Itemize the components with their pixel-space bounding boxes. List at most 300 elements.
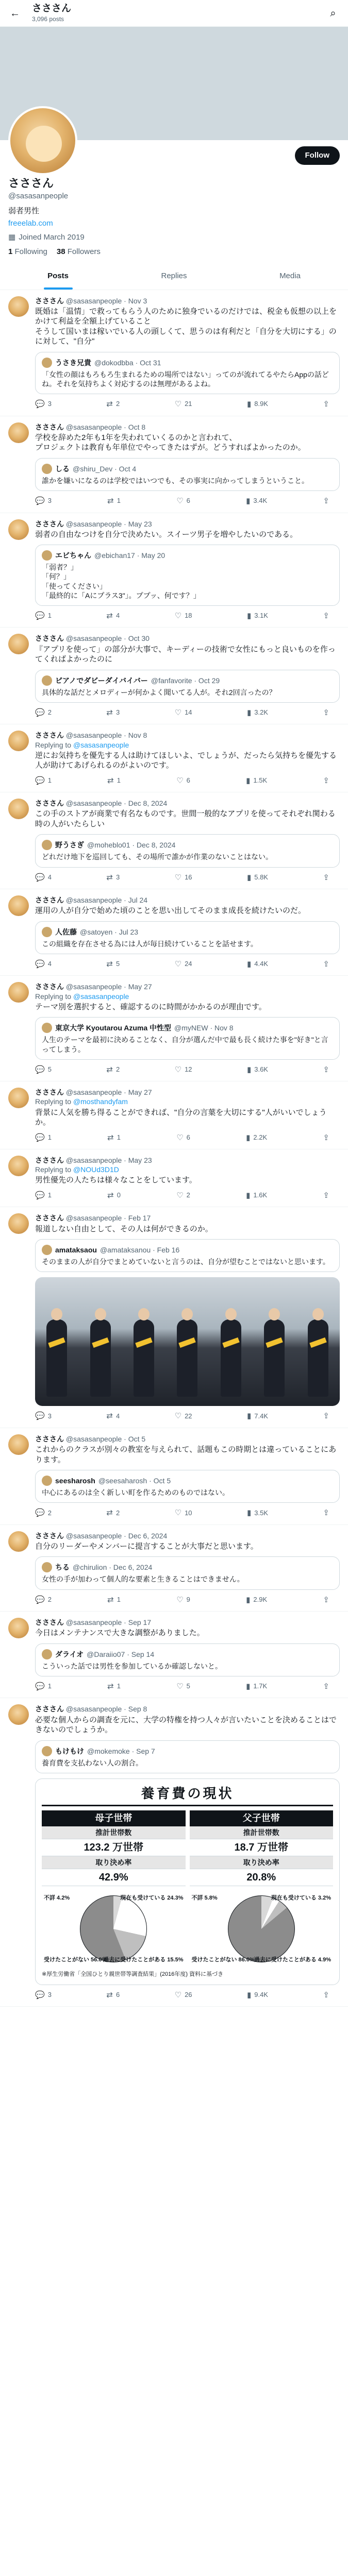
quote-text: そのままの人が自分でまとめていないと言うのは、自分が望むことではないと思います。 — [42, 1258, 330, 1266]
reply-button[interactable]: 💬 4 — [35, 959, 52, 969]
quoted-post[interactable] — [35, 1556, 340, 1589]
left-row2-label: 取り決め率 — [42, 1856, 186, 1869]
post-text: 報道しない自由として、その人は何ができるのか。 — [35, 1224, 213, 1233]
views-icon: ▮ — [246, 1191, 251, 1200]
heart-icon: ♡ — [174, 873, 182, 882]
post-avatar[interactable] — [8, 1434, 29, 1455]
post-handle: @sasasanpeople · May 27 — [65, 1088, 152, 1097]
right-column — [190, 1810, 334, 1887]
profile-link[interactable]: freeelab.com — [8, 218, 53, 228]
right-row1-value: 18.7 万世帯 — [190, 1839, 334, 1856]
post-author[interactable]: さささん — [35, 982, 64, 991]
pie-charts — [42, 1890, 333, 1968]
quote-avatar — [42, 840, 52, 850]
left-column — [42, 1810, 186, 1887]
repost-button[interactable]: ⇄ 1 — [107, 1133, 121, 1142]
search-icon[interactable]: ⌕ — [330, 7, 336, 19]
post[interactable] — [0, 1612, 348, 1698]
post-author[interactable]: さささん — [35, 1618, 64, 1627]
views-icon: ▮ — [246, 1412, 252, 1421]
post-body — [35, 895, 340, 969]
share-button[interactable] — [323, 1411, 329, 1421]
repost-button[interactable]: ⇄ 4 — [106, 611, 120, 620]
like-button[interactable]: ♡ 22 — [174, 1412, 192, 1421]
reply-context: Replying to @sasasanpeople — [35, 740, 129, 749]
quoted-post[interactable] — [35, 1239, 340, 1272]
views-button[interactable]: ▮ 7.4K — [246, 1412, 268, 1421]
quote-author: ダライオ — [55, 1650, 84, 1658]
post-meta — [35, 1156, 340, 1165]
views-icon: ▮ — [246, 1682, 251, 1691]
like-button[interactable]: ♡ 18 — [174, 611, 192, 620]
post-author[interactable]: さささん — [35, 519, 64, 528]
post-body — [35, 1704, 340, 2000]
reply-icon: 💬 — [35, 1133, 45, 1142]
quote-avatar — [42, 1649, 52, 1659]
quote-handle: @mokemoke · Sep 7 — [87, 1747, 155, 1755]
profile-tabs — [0, 263, 348, 290]
post-avatar[interactable] — [8, 422, 29, 443]
views-button[interactable]: ▮ 1.5K — [246, 776, 268, 785]
heart-icon: ♡ — [174, 1412, 182, 1421]
quote-handle: @fanfavorite · Oct 29 — [151, 676, 220, 685]
profile-handle: @sasasanpeople — [8, 191, 69, 200]
quote-handle: @myNEW · Nov 8 — [174, 1024, 234, 1032]
post[interactable] — [0, 889, 348, 976]
reply-button[interactable]: 💬 3 — [35, 400, 52, 409]
share-icon: ⇪ — [323, 1065, 329, 1074]
like-button[interactable]: ♡ 14 — [174, 708, 192, 717]
heart-icon: ♡ — [176, 1133, 184, 1142]
post-author[interactable]: さささん — [35, 296, 64, 305]
reply-button[interactable]: 💬 2 — [35, 708, 52, 717]
back-arrow-icon[interactable]: ← — [10, 7, 20, 19]
quote-handle: @Daraiio07 · Sep 14 — [87, 1650, 155, 1658]
views-button[interactable]: ▮ 3.2K — [246, 708, 268, 717]
share-button[interactable] — [323, 959, 329, 970]
profile-name: さささん — [8, 177, 54, 190]
repost-button[interactable]: ⇄ 1 — [107, 497, 121, 506]
repost-icon: ⇄ — [106, 708, 113, 717]
views-button[interactable]: ▮ 1.7K — [246, 1682, 268, 1691]
share-button[interactable] — [323, 873, 329, 883]
reply-button[interactable]: 💬 4 — [35, 873, 52, 882]
quote-meta — [42, 927, 333, 937]
reply-to-handle[interactable]: @mosthandyfam — [73, 1097, 128, 1106]
reply-button[interactable]: 💬 3 — [35, 497, 52, 506]
heart-icon: ♡ — [176, 776, 184, 785]
share-button[interactable] — [323, 708, 329, 718]
post[interactable] — [0, 1149, 348, 1207]
topbar-subtitle: 3,096 posts — [32, 15, 64, 23]
post-avatar[interactable] — [8, 1213, 29, 1234]
views-button[interactable]: ▮ 3.4K — [246, 497, 268, 506]
like-button[interactable]: ♡ 24 — [174, 959, 192, 969]
reply-icon: 💬 — [35, 1191, 45, 1200]
reply-button[interactable]: 💬 1 — [35, 776, 52, 785]
post-author[interactable]: さささん — [35, 1156, 64, 1165]
quote-text: 人生のテーマを最初に決めることなく、自分が選んだ中で最も長く続けた事を"好き"と言ってしまう。 — [42, 1036, 328, 1054]
profile-avatar[interactable] — [8, 106, 77, 175]
profile-joined — [8, 232, 340, 243]
views-button[interactable]: ▮ 9.4K — [246, 1990, 268, 1999]
post-meta — [35, 1531, 340, 1540]
repost-button[interactable]: ⇄ 2 — [106, 1509, 120, 1518]
reply-icon: 💬 — [35, 1412, 45, 1421]
share-icon: ⇪ — [323, 708, 329, 717]
share-button[interactable] — [323, 399, 329, 410]
post[interactable] — [0, 1525, 348, 1612]
post-avatar[interactable] — [8, 1156, 29, 1176]
reply-button[interactable]: 💬 1 — [35, 611, 52, 620]
post-actions — [35, 873, 340, 883]
repost-icon: ⇄ — [107, 497, 114, 506]
reply-button[interactable]: 💬 3 — [35, 1990, 52, 1999]
quote-avatar — [42, 1023, 52, 1033]
photo-person — [221, 1319, 241, 1397]
like-button[interactable]: ♡ 5 — [176, 1682, 190, 1691]
quote-text: 具体的な話だとメロディーが何かよく聞いてる人が。それ2回言ったの？ — [42, 688, 276, 697]
repost-button[interactable]: ⇄ 1 — [107, 1682, 121, 1691]
quote-avatar — [42, 1562, 52, 1572]
post-handle: @sasasanpeople · Oct 8 — [65, 422, 146, 431]
post-body — [35, 982, 340, 1075]
post-actions — [35, 611, 340, 621]
reply-to-handle[interactable]: @sasasanpeople — [73, 992, 129, 1001]
post-author[interactable]: さささん — [35, 1705, 64, 1714]
like-button[interactable]: ♡ 9 — [176, 1595, 190, 1604]
like-button[interactable]: ♡ 26 — [174, 1990, 192, 1999]
quote-text: 中心にあるのは全く新しい町を作るためのものではない。 — [42, 1488, 229, 1497]
post[interactable] — [0, 416, 348, 513]
quote-handle: @dokodbba · Oct 31 — [94, 358, 161, 367]
share-button[interactable] — [323, 1065, 329, 1075]
like-button[interactable]: ♡ 21 — [174, 400, 192, 409]
repost-button[interactable]: ⇄ 6 — [106, 1990, 120, 1999]
reply-icon: 💬 — [35, 1065, 45, 1074]
share-button[interactable] — [323, 1191, 329, 1201]
post[interactable] — [0, 976, 348, 1081]
repost-button[interactable]: ⇄ 2 — [106, 1065, 120, 1074]
like-button[interactable]: ♡ 10 — [174, 1509, 192, 1518]
post-text: 既婚は「温情」で救ってもらう人のために独身でいるのだけでは、税金も仮想の以上をかけて利益を全額上げていること そうして国いまは稼いでいる人の頭しくて、思うのは有利だと「自分を大切にする」のに対して、"自分" — [35, 307, 337, 346]
post-actions — [35, 776, 340, 786]
right-row2-value: 20.8% — [190, 1869, 334, 1886]
post-avatar[interactable] — [8, 1618, 29, 1638]
repost-button[interactable]: ⇄ 5 — [106, 959, 120, 969]
views-button[interactable]: ▮ 2.9K — [246, 1595, 268, 1604]
reply-button[interactable]: 💬 3 — [35, 1412, 52, 1421]
quote-avatar — [42, 1245, 52, 1255]
reply-to-handle[interactable]: @sasasanpeople — [73, 740, 129, 749]
photo-person — [90, 1319, 111, 1397]
share-icon: ⇪ — [323, 1133, 329, 1142]
timeline — [0, 290, 348, 2007]
share-icon: ⇪ — [323, 1595, 329, 1604]
post-actions — [35, 1682, 340, 1692]
quote-text: 女性の手が加わって個人的な要素と生きることはできません。 — [42, 1575, 244, 1584]
post[interactable] — [0, 1081, 348, 1149]
views-button[interactable]: ▮ 2.2K — [246, 1133, 268, 1142]
like-button[interactable]: ♡ 6 — [176, 776, 190, 785]
share-icon: ⇪ — [323, 776, 329, 785]
repost-button[interactable]: ⇄ 3 — [106, 708, 120, 717]
quoted-post[interactable] — [35, 670, 340, 703]
repost-icon: ⇄ — [106, 959, 113, 969]
share-icon: ⇪ — [323, 1412, 329, 1421]
post[interactable] — [0, 1698, 348, 2007]
quote-handle: @seesaharosh · Oct 5 — [98, 1476, 171, 1485]
post-meta — [35, 731, 340, 740]
quoted-post[interactable] — [35, 545, 340, 606]
left-pie-label: 受けたことがない 56.0% — [44, 1957, 107, 1963]
like-button[interactable]: ♡ 16 — [174, 873, 192, 882]
quote-meta — [42, 550, 333, 561]
reply-button[interactable]: 💬 2 — [35, 1509, 52, 1518]
post-body — [35, 519, 340, 621]
post-author[interactable]: さささん — [35, 1088, 64, 1097]
post-body — [35, 296, 340, 410]
share-button[interactable] — [323, 1595, 329, 1605]
reply-to-handle[interactable]: @NOUd3D1D — [73, 1165, 119, 1174]
reply-button[interactable]: 💬 2 — [35, 1595, 52, 1604]
quote-meta — [42, 1649, 333, 1659]
following-link[interactable]: 1 Following — [8, 247, 47, 256]
reply-button[interactable]: 💬 1 — [35, 1133, 52, 1142]
post-text: 運用の人が自分で始めた頃のことを思い出してそのまま成長を続けたいのだ。 — [35, 906, 306, 916]
post-author[interactable]: さささん — [35, 1214, 64, 1223]
quote-text: 「弱者？」 「何？」 「使ってください」 「最終的に「Aにプラス3"」。ププッ、何です？」 — [42, 563, 201, 600]
like-button[interactable]: ♡ 6 — [176, 1133, 190, 1142]
left-pie-box — [42, 1890, 186, 1968]
post-body — [35, 1156, 340, 1200]
views-icon: ▮ — [246, 1133, 251, 1142]
post-actions — [35, 1990, 340, 2001]
left-row1-label: 推計世帯数 — [42, 1826, 186, 1839]
repost-button[interactable]: ⇄ 1 — [107, 776, 121, 785]
post[interactable] — [0, 513, 348, 628]
like-button[interactable]: ♡ 2 — [176, 1191, 190, 1200]
post-avatar[interactable] — [8, 982, 29, 1003]
tab-posts[interactable]: Posts — [0, 263, 116, 290]
views-icon: ▮ — [246, 776, 251, 785]
profile-top — [0, 140, 348, 176]
post-author[interactable]: さささん — [35, 731, 64, 740]
left-pie — [80, 1895, 147, 1962]
tab-replies[interactable]: Replies — [161, 272, 187, 281]
followers-link[interactable]: 38 Followers — [56, 247, 101, 256]
heart-icon: ♡ — [174, 959, 182, 969]
post-author[interactable]: さささん — [35, 634, 64, 643]
right-head: 父子世帯 — [190, 1810, 334, 1826]
post-text: これからのクラスが別々の教室を与えられて、話題もこの時期とは違っていることにあります。 — [35, 1445, 337, 1464]
post-image-table[interactable] — [35, 1778, 340, 1985]
share-button[interactable] — [323, 1508, 329, 1518]
topbar — [0, 0, 348, 27]
post-handle: @sasasanpeople · May 23 — [65, 519, 152, 528]
heart-icon: ♡ — [176, 1595, 184, 1604]
quote-author: うさき兄貴 — [55, 358, 91, 367]
quote-text: どれだけ地下を巡回しても、その場所で誰かが作業のないことはない。 — [42, 853, 273, 861]
reply-button[interactable]: 💬 1 — [35, 1682, 52, 1691]
share-icon: ⇪ — [323, 611, 329, 620]
post-handle: @sasasanpeople · Nov 3 — [65, 296, 147, 305]
post-meta — [35, 1434, 340, 1444]
repost-button[interactable]: ⇄ 1 — [107, 1595, 121, 1604]
heart-icon: ♡ — [174, 400, 182, 409]
post-photo[interactable] — [35, 1277, 340, 1406]
post-author[interactable]: さささん — [35, 896, 64, 905]
quoted-post[interactable] — [35, 1470, 340, 1503]
post[interactable] — [0, 724, 348, 792]
views-button[interactable]: ▮ 3.1K — [246, 611, 268, 620]
right-pie-box — [190, 1890, 334, 1968]
post-handle: @sasasanpeople · Nov 8 — [65, 731, 147, 740]
share-icon: ⇪ — [323, 873, 329, 882]
views-button[interactable]: ▮ 5.8K — [246, 873, 268, 882]
photo-person — [177, 1319, 197, 1397]
profile-info — [0, 176, 348, 263]
quote-handle: @shiru_Dev · Oct 4 — [73, 464, 137, 473]
post-author[interactable]: さささん — [35, 422, 64, 431]
share-icon: ⇪ — [323, 400, 329, 409]
share-icon: ⇪ — [323, 1509, 329, 1518]
post-handle: @sasasanpeople · Feb 17 — [65, 1214, 151, 1223]
post-actions — [35, 1065, 340, 1075]
quote-author: amataksaou — [55, 1246, 97, 1255]
views-button[interactable]: ▮ 8.9K — [246, 400, 268, 409]
repost-icon: ⇄ — [107, 1682, 114, 1691]
quote-handle: @chirulion · Dec 6, 2024 — [73, 1563, 153, 1572]
quote-text: この組織を存在させる為には人が毎日続けていることを話せます。 — [42, 939, 258, 948]
post-avatar[interactable] — [8, 1704, 29, 1725]
views-icon: ▮ — [246, 1509, 252, 1518]
views-button[interactable]: ▮ 3.6K — [246, 1065, 268, 1074]
quote-meta — [42, 675, 333, 686]
post-author[interactable]: さささん — [35, 799, 64, 808]
like-button[interactable]: ♡ 6 — [176, 497, 190, 506]
quoted-post[interactable] — [35, 921, 340, 954]
repost-icon: ⇄ — [106, 873, 113, 882]
post-body — [35, 1618, 340, 1691]
post-text: 男性優先の人たちは様々なことをしています。 — [35, 1176, 197, 1185]
repost-button[interactable]: ⇄ 3 — [106, 873, 120, 882]
post[interactable] — [0, 628, 348, 724]
post-avatar[interactable] — [8, 634, 29, 654]
post-avatar[interactable] — [8, 519, 29, 540]
share-button[interactable] — [323, 776, 329, 786]
post-actions — [35, 1595, 340, 1605]
table-title: 養育費の現状 — [42, 1785, 333, 1806]
share-button[interactable] — [323, 611, 329, 621]
like-button[interactable]: ♡ 12 — [174, 1065, 192, 1074]
post-actions — [35, 1133, 340, 1143]
left-pie-label: 不詳 4.2% — [44, 1895, 70, 1902]
quote-text: こういった話では男性を参加しているか確認しないと。 — [42, 1662, 222, 1670]
post-body — [35, 799, 340, 883]
post-avatar[interactable] — [8, 799, 29, 819]
quote-author: ちる — [55, 1563, 70, 1572]
quoted-post[interactable] — [35, 352, 340, 394]
reply-button[interactable]: 💬 5 — [35, 1065, 52, 1074]
post-meta — [35, 895, 340, 905]
post-avatar[interactable] — [8, 895, 29, 916]
repost-button[interactable]: ⇄ 0 — [107, 1191, 121, 1200]
quote-meta — [42, 1746, 333, 1756]
post[interactable] — [0, 792, 348, 889]
post-author[interactable]: さささん — [35, 1434, 64, 1443]
share-button[interactable] — [323, 1682, 329, 1692]
views-button[interactable]: ▮ 4.4K — [246, 959, 268, 969]
repost-icon: ⇄ — [107, 1133, 114, 1142]
post-author[interactable]: さささん — [35, 1531, 64, 1540]
tab-media[interactable]: Media — [279, 272, 301, 281]
topbar-title: さささん — [32, 3, 72, 14]
topbar-title-wrap — [32, 3, 316, 23]
repost-icon: ⇄ — [106, 1065, 113, 1074]
post-actions — [35, 399, 340, 410]
quote-author: 東京大学 Kyoutarou Azuma 中性型 — [55, 1024, 172, 1032]
right-pie-label: 現在も受けている 3.2% — [271, 1895, 331, 1902]
post-avatar[interactable] — [8, 1531, 29, 1552]
views-button[interactable]: ▮ 1.6K — [246, 1191, 268, 1200]
photo-person — [264, 1319, 285, 1397]
post-handle: @sasasanpeople · Jul 24 — [65, 896, 148, 905]
post-body — [35, 1213, 340, 1421]
repost-icon: ⇄ — [107, 1191, 114, 1200]
reply-icon: 💬 — [35, 708, 45, 717]
reply-button[interactable]: 💬 1 — [35, 1191, 52, 1200]
heart-icon: ♡ — [174, 611, 182, 620]
views-icon: ▮ — [246, 1065, 252, 1074]
views-button[interactable]: ▮ 3.5K — [246, 1509, 268, 1518]
repost-button[interactable]: ⇄ 4 — [106, 1412, 120, 1421]
quote-text: 「女性の顔はもろもろ生まれるための場所ではない」ってのが流れてるやたらAppの話どね。それを気持ちよく対応するのは無理があるよね。 — [42, 370, 329, 388]
quote-avatar — [42, 927, 52, 937]
right-row1-label: 推計世帯数 — [190, 1826, 334, 1839]
share-button[interactable] — [323, 1133, 329, 1143]
post-actions — [35, 496, 340, 506]
quote-meta — [42, 358, 333, 368]
follow-button[interactable]: Follow — [295, 146, 340, 165]
post[interactable] — [0, 290, 348, 416]
quote-avatar — [42, 464, 52, 474]
share-icon: ⇪ — [323, 959, 329, 969]
post-body — [35, 634, 340, 718]
post[interactable] — [0, 1428, 348, 1525]
joined-date: Joined March 2019 — [19, 233, 85, 242]
quoted-post[interactable] — [35, 1643, 340, 1676]
quote-handle: @moheblo01 · Dec 8, 2024 — [87, 841, 176, 850]
share-button[interactable] — [323, 496, 329, 506]
post-text: この手のストアが商業で有名なものです。世間一般的なアプリを使ってそれぞれ関わる時の人がいたらしい — [35, 809, 336, 828]
post-avatar[interactable] — [8, 296, 29, 317]
post[interactable] — [0, 1207, 348, 1428]
quoted-post[interactable] — [35, 834, 340, 867]
heart-icon: ♡ — [174, 1065, 182, 1074]
quoted-post[interactable] — [35, 458, 340, 491]
quote-avatar — [42, 358, 52, 368]
share-icon: ⇪ — [323, 1191, 329, 1200]
share-button[interactable] — [323, 1990, 329, 2001]
views-icon: ▮ — [246, 708, 252, 717]
post-body — [35, 1434, 340, 1518]
post-avatar[interactable] — [8, 731, 29, 751]
repost-button[interactable]: ⇄ 2 — [106, 400, 120, 409]
quoted-post[interactable] — [35, 1740, 340, 1773]
post-avatar[interactable] — [8, 1088, 29, 1108]
quoted-post[interactable] — [35, 1017, 340, 1059]
